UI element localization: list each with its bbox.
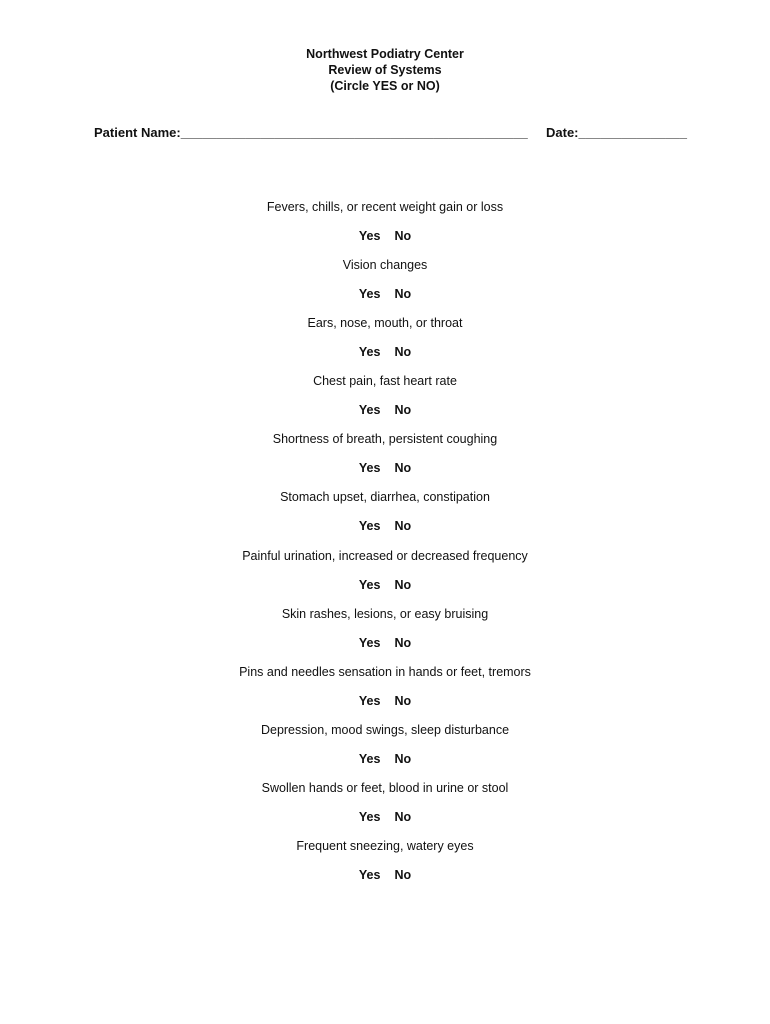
form-title: Review of Systems [328,63,442,77]
question-item [0,722,770,780]
question-text: Shortness of breath, persistent coughing [272,432,498,447]
answer-options [0,751,770,767]
question-item [0,373,770,431]
form-instruction: (Circle YES or NO) [330,79,440,93]
answer-no[interactable]: No [394,809,412,824]
question-item [0,838,770,896]
answer-no[interactable]: No [394,868,412,883]
question-text: Swollen hands or feet, blood in urine or stool [261,780,509,795]
question-item [0,315,770,373]
answer-yes[interactable]: Yes [358,519,381,534]
answer-no[interactable]: No [394,751,412,766]
question-item [0,431,770,489]
answer-no[interactable]: No [394,403,412,418]
question-text: Stomach upset, diarrhea, constipation [280,490,490,505]
answer-options [0,344,770,360]
answer-no[interactable]: No [394,577,412,592]
question-text: Painful urination, increased or decreased frequency [242,548,528,563]
question-list [0,199,770,896]
answer-no[interactable]: No [394,635,412,650]
answer-yes[interactable]: Yes [358,229,381,243]
answer-yes[interactable]: Yes [358,809,381,824]
answer-yes[interactable]: Yes [358,287,381,302]
question-item [0,548,770,606]
question-item [0,257,770,315]
question-item [0,489,770,547]
answer-options [0,402,770,418]
answer-no[interactable]: No [394,693,412,708]
date-line[interactable]: _______________ [578,125,687,140]
answer-yes[interactable]: Yes [358,868,381,883]
answer-options [0,635,770,651]
question-text: Depression, mood swings, sleep disturbance [260,722,510,737]
answer-yes[interactable]: Yes [358,345,381,360]
answer-options [0,518,770,534]
answer-options [0,228,770,244]
answer-yes[interactable]: Yes [358,635,381,650]
answer-no[interactable]: No [394,287,412,302]
answer-options [0,460,770,476]
answer-yes[interactable]: Yes [358,577,381,592]
answer-yes[interactable]: Yes [358,403,381,418]
answer-options [0,693,770,709]
answer-no[interactable]: No [394,519,412,534]
answer-options [0,577,770,593]
question-text: Skin rashes, lesions, or easy bruising [281,606,489,621]
answer-no[interactable]: No [394,229,412,243]
answer-options [0,286,770,302]
question-text: Pins and needles sensation in hands or feet, tremors [239,664,531,679]
form-header [0,46,770,94]
question-text: Ears, nose, mouth, or throat [307,316,463,331]
patient-name-line[interactable]: ________________________________________________ [180,125,528,140]
question-item [0,199,770,257]
date-label: Date: [546,125,579,140]
question-item [0,664,770,722]
answer-options [0,867,770,883]
answer-no[interactable]: No [394,461,412,476]
patient-name-field[interactable] [94,125,528,140]
answer-yes[interactable]: Yes [358,461,381,476]
answer-yes[interactable]: Yes [358,693,381,708]
question-text: Chest pain, fast heart rate [313,374,457,389]
org-name: Northwest Podiatry Center [306,47,464,61]
question-text: Vision changes [342,258,428,273]
question-item [0,780,770,838]
question-text: Frequent sneezing, watery eyes [296,839,474,854]
answer-yes[interactable]: Yes [358,751,381,766]
question-text: Fevers, chills, or recent weight gain or loss [266,200,504,214]
patient-name-label: Patient Name: [94,125,181,140]
answer-options [0,809,770,825]
date-field[interactable] [546,125,687,140]
question-item [0,606,770,664]
answer-no[interactable]: No [394,345,412,360]
